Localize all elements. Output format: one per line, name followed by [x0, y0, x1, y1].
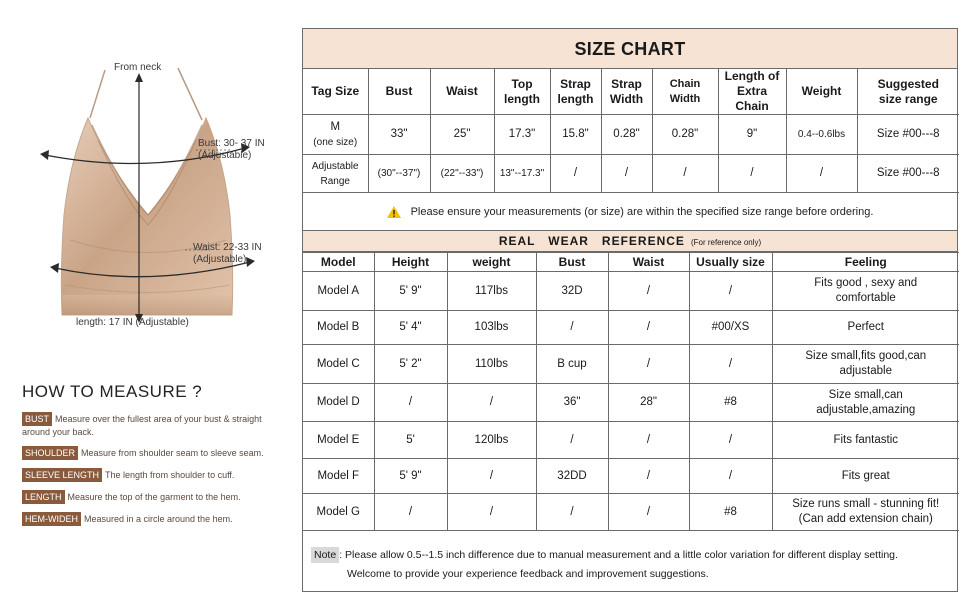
- length-label: length: 17 IN (Adjustable): [76, 317, 189, 328]
- table-cell: 13"--17.3": [494, 155, 550, 193]
- table-cell: /: [374, 494, 447, 531]
- measure-item-hem: HEM-WIDEH Measured in a circle around the hem.: [22, 512, 300, 526]
- table-cell: #8: [689, 384, 772, 422]
- garment-illustration: [0, 0, 300, 360]
- table-cell: Model C: [303, 345, 374, 384]
- table-row: [303, 459, 959, 494]
- table-cell: 110lbs: [447, 345, 536, 384]
- table-cell: /: [608, 311, 689, 345]
- header-cell: Waist: [608, 253, 689, 272]
- table-cell: Model A: [303, 272, 374, 311]
- real-wear-table: [303, 252, 959, 531]
- size-chart-title: SIZE CHART: [303, 29, 957, 69]
- table-cell: 0.4--0.6lbs: [786, 115, 857, 155]
- measure-tag: BUST: [22, 412, 52, 426]
- header-cell: Bust: [536, 253, 608, 272]
- table-row: [303, 272, 959, 311]
- header-cell: Height: [374, 253, 447, 272]
- size-warning: Please ensure your measurements (or size) are within the specified size range before ordering.: [303, 193, 957, 231]
- table-cell: 32DD: [536, 459, 608, 494]
- table-cell: /: [718, 155, 786, 193]
- table-cell: /: [608, 345, 689, 384]
- table-cell: 17.3": [494, 115, 550, 155]
- table-cell: M (one size): [303, 115, 368, 155]
- table-cell: Model B: [303, 311, 374, 345]
- header-cell: Length of Extra Chain: [718, 69, 786, 115]
- table-cell: 5' 4": [374, 311, 447, 345]
- table-cell: Size small,fits good,can adjustable: [772, 345, 959, 384]
- table-cell: Fits fantastic: [772, 422, 959, 459]
- table-cell: Perfect: [772, 311, 959, 345]
- bust-label: Bust: 30- 37 IN (Adjustable): [198, 138, 265, 161]
- real-wear-header: [303, 253, 959, 272]
- header-cell: Weight: [786, 69, 857, 115]
- size-row: [303, 155, 959, 193]
- table-cell: /: [447, 494, 536, 531]
- header-cell: Usually size: [689, 253, 772, 272]
- measure-tag: SLEEVE LENGTH: [22, 468, 102, 482]
- size-chart: [302, 28, 958, 592]
- table-cell: 9": [718, 115, 786, 155]
- table-cell: 5' 9": [374, 459, 447, 494]
- table-cell: Model D: [303, 384, 374, 422]
- header-cell: Chain Width: [652, 69, 718, 115]
- table-cell: 15.8": [550, 115, 601, 155]
- measure-tag: SHOULDER: [22, 446, 78, 460]
- table-cell: 25": [430, 115, 494, 155]
- table-cell: /: [536, 311, 608, 345]
- header-cell: Waist: [430, 69, 494, 115]
- note-label: Note: [311, 547, 339, 563]
- table-cell: /: [536, 422, 608, 459]
- table-cell: B cup: [536, 345, 608, 384]
- table-cell: 36": [536, 384, 608, 422]
- measure-item-sleeve: SLEEVE LENGTH The length from shoulder to cuff.: [22, 468, 300, 482]
- table-cell: 5' 2": [374, 345, 447, 384]
- table-cell: Fits good , sexy and comfortable: [772, 272, 959, 311]
- table-cell: /: [447, 384, 536, 422]
- table-cell: /: [689, 272, 772, 311]
- table-cell: Size runs small - stunning fit! (Can add extension chain): [772, 494, 959, 531]
- measure-tag: HEM-WIDEH: [22, 512, 81, 526]
- measure-item-shoulder: SHOULDER Measure from shoulder seam to sleeve seam.: [22, 446, 300, 460]
- table-cell: 117lbs: [447, 272, 536, 311]
- table-cell: /: [608, 494, 689, 531]
- table-cell: Size small,can adjustable,amazing: [772, 384, 959, 422]
- chain-top-image: [0, 0, 300, 360]
- header-cell: weight: [447, 253, 536, 272]
- measure-item-bust: BUST Measure over the fullest area of your bust & straight around your back.: [22, 414, 262, 437]
- table-row: [303, 345, 959, 384]
- table-cell: 5' 9": [374, 272, 447, 311]
- header-cell: Model: [303, 253, 374, 272]
- table-cell: 5': [374, 422, 447, 459]
- table-cell: /: [550, 155, 601, 193]
- from-neck-label: From neck: [114, 62, 162, 73]
- table-cell: 0.28": [601, 115, 652, 155]
- size-table: [303, 69, 959, 193]
- table-cell: /: [786, 155, 857, 193]
- table-cell: /: [652, 155, 718, 193]
- table-cell: 120lbs: [447, 422, 536, 459]
- how-to-measure: [22, 382, 300, 534]
- table-cell: Model E: [303, 422, 374, 459]
- table-cell: #00/XS: [689, 311, 772, 345]
- table-row: [303, 384, 959, 422]
- table-cell: Model G: [303, 494, 374, 531]
- note-line-1: : Please allow 0.5--1.5 inch difference due to manual measurement and a little color variation for different display setting.: [339, 549, 898, 561]
- table-cell: /: [447, 459, 536, 494]
- table-cell: /: [608, 422, 689, 459]
- measure-item-length: LENGTH Measure the top of the garment to the hem.: [22, 490, 300, 504]
- waist-label: Waist: 22-33 IN (Adjustable): [193, 242, 262, 265]
- table-cell: #8: [689, 494, 772, 531]
- table-cell: /: [689, 459, 772, 494]
- table-cell: Adjustable Range: [303, 155, 368, 193]
- table-row: [303, 422, 959, 459]
- how-to-measure-title: HOW TO MEASURE ?: [22, 382, 203, 401]
- header-cell: Tag Size: [303, 69, 368, 115]
- table-cell: 103lbs: [447, 311, 536, 345]
- table-cell: /: [536, 494, 608, 531]
- table-cell: 28": [608, 384, 689, 422]
- table-cell: /: [608, 459, 689, 494]
- table-row: [303, 311, 959, 345]
- header-cell: Feeling: [772, 253, 959, 272]
- note: [303, 531, 957, 591]
- table-cell: /: [689, 422, 772, 459]
- table-row: [303, 494, 959, 531]
- note-line-2: Welcome to provide your experience feedback and improvement suggestions.: [347, 568, 709, 580]
- table-cell: Size #00---8: [857, 115, 959, 155]
- table-cell: /: [608, 272, 689, 311]
- table-cell: /: [689, 345, 772, 384]
- table-cell: 33": [368, 115, 430, 155]
- table-cell: (22"--33"): [430, 155, 494, 193]
- table-cell: Model F: [303, 459, 374, 494]
- table-cell: 32D: [536, 272, 608, 311]
- header-cell: Strap length: [550, 69, 601, 115]
- table-cell: 0.28": [652, 115, 718, 155]
- header-cell: Bust: [368, 69, 430, 115]
- measure-tag: LENGTH: [22, 490, 65, 504]
- table-cell: Fits great: [772, 459, 959, 494]
- header-cell: Top length: [494, 69, 550, 115]
- real-wear-title: REAL WEAR REFERENCE (For reference only): [303, 231, 957, 252]
- table-cell: /: [374, 384, 447, 422]
- table-cell: Size #00---8: [857, 155, 959, 193]
- size-table-header: [303, 69, 959, 115]
- size-row: [303, 115, 959, 155]
- table-cell: /: [601, 155, 652, 193]
- table-cell: (30"--37"): [368, 155, 430, 193]
- header-cell: Suggested size range: [857, 69, 959, 115]
- header-cell: Strap Width: [601, 69, 652, 115]
- warning-icon: [387, 206, 401, 218]
